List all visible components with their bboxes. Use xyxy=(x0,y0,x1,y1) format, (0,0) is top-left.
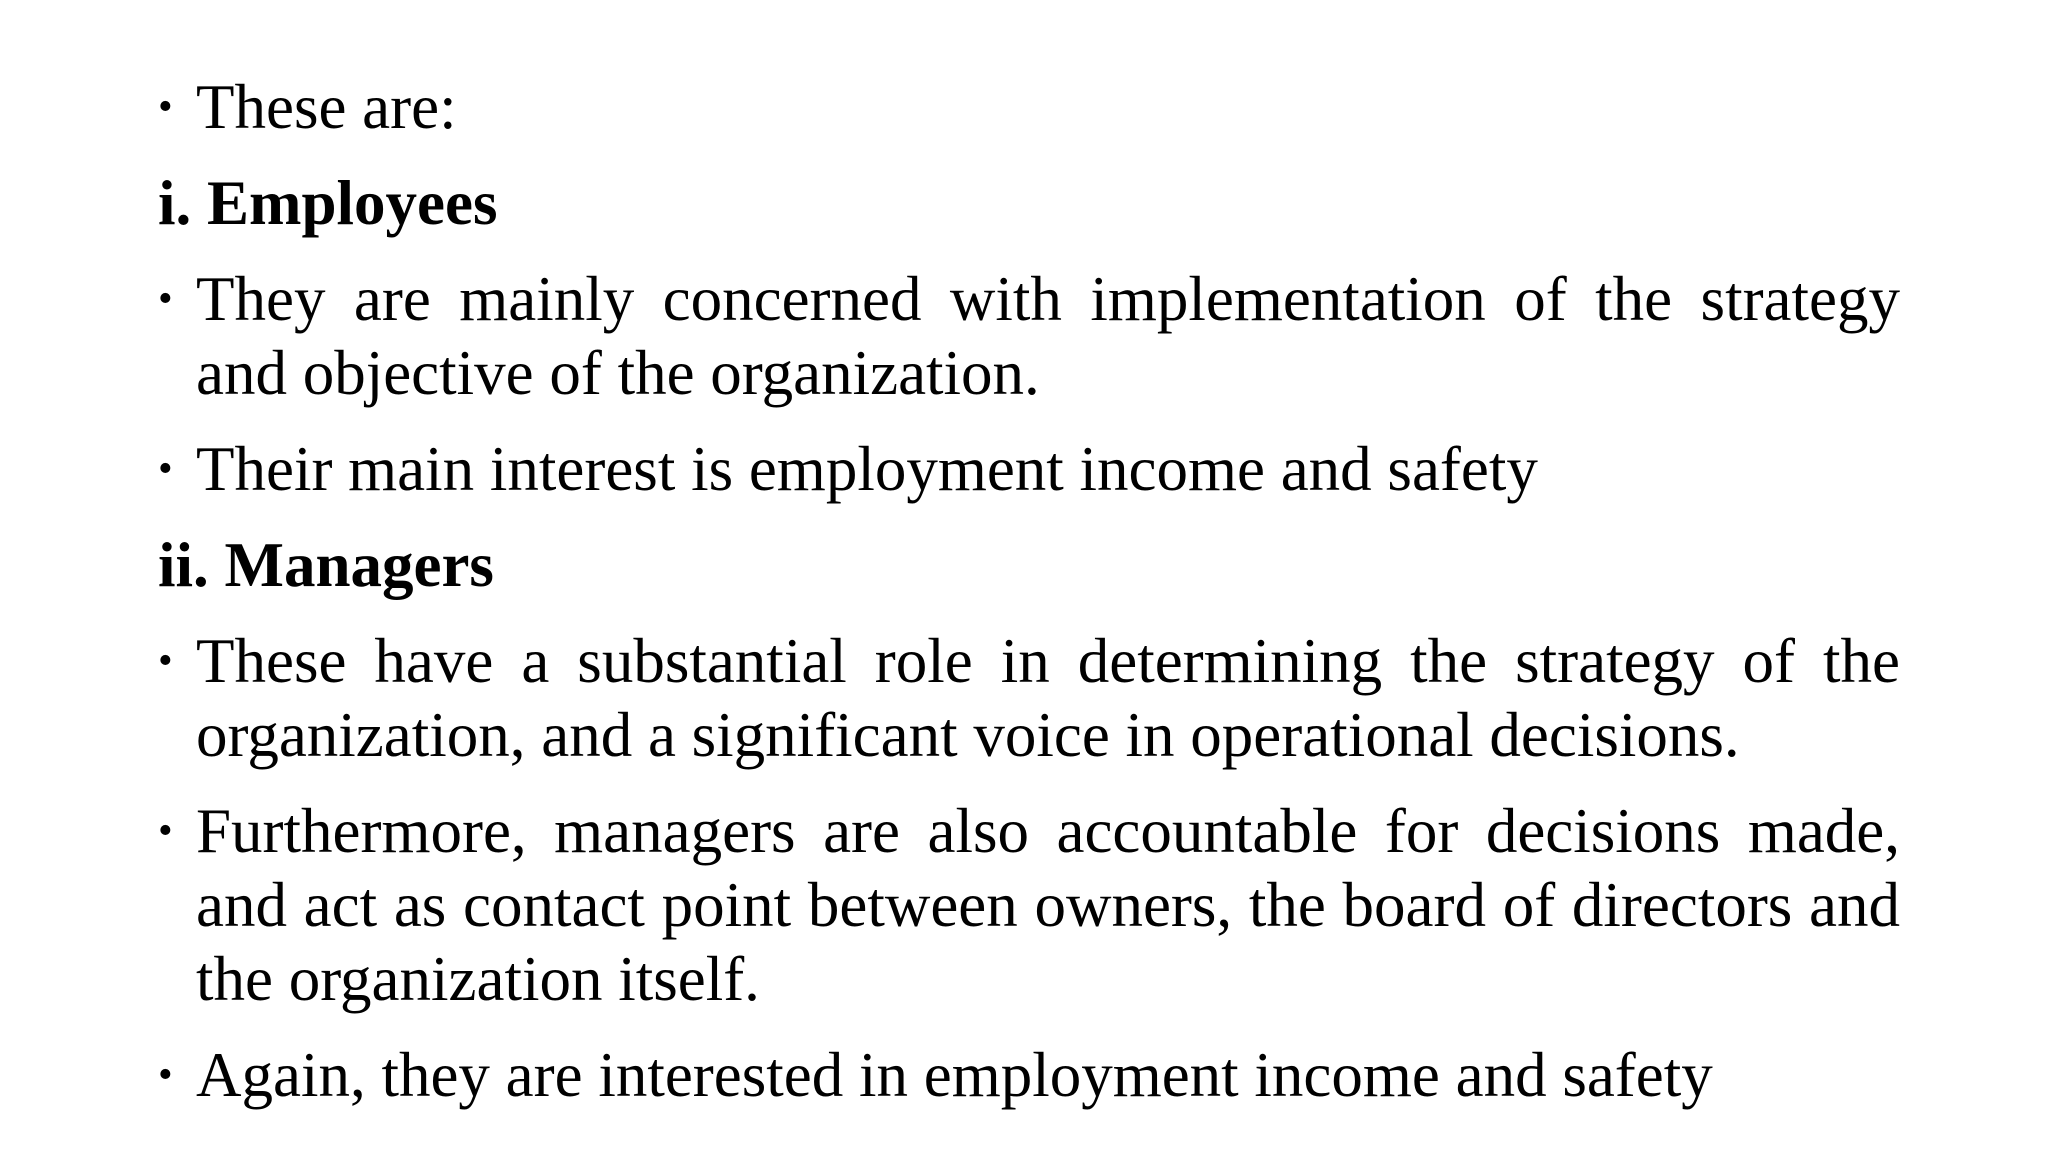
bullet-dot: • xyxy=(158,808,173,854)
bullet-dot: • xyxy=(158,276,173,322)
bullet-text: Again, they are interested in employment income and safety xyxy=(196,1040,1713,1110)
bullet-text: Furthermore, managers are also accountable for decisions made, and act as contact point between owners, the board of directors and the organization itself. xyxy=(196,796,1900,1014)
bullet-managers-1 xyxy=(158,624,1900,772)
bullet-intro xyxy=(158,70,1900,144)
slide-content xyxy=(158,70,1900,1134)
bullet-text: These are: xyxy=(196,72,457,142)
bullet-dot: • xyxy=(158,1052,173,1098)
bullet-text: These have a substantial role in determining the strategy of the organization, and a significant voice in operational decisions. xyxy=(196,626,1900,770)
bullet-managers-3 xyxy=(158,1038,1900,1112)
bullet-text: Their main interest is employment income and safety xyxy=(196,434,1538,504)
bullet-employees-2 xyxy=(158,432,1900,506)
bullet-dot: • xyxy=(158,84,173,130)
bullet-dot: • xyxy=(158,446,173,492)
section-heading-managers: ii. Managers xyxy=(158,530,494,600)
bullet-managers-2 xyxy=(158,794,1900,1016)
bullet-dot: • xyxy=(158,638,173,684)
section-heading-employees: i. Employees xyxy=(158,168,498,238)
bullet-employees-1 xyxy=(158,262,1900,410)
bullet-text: They are mainly concerned with implementation of the strategy and objective of the organization. xyxy=(196,264,1900,408)
